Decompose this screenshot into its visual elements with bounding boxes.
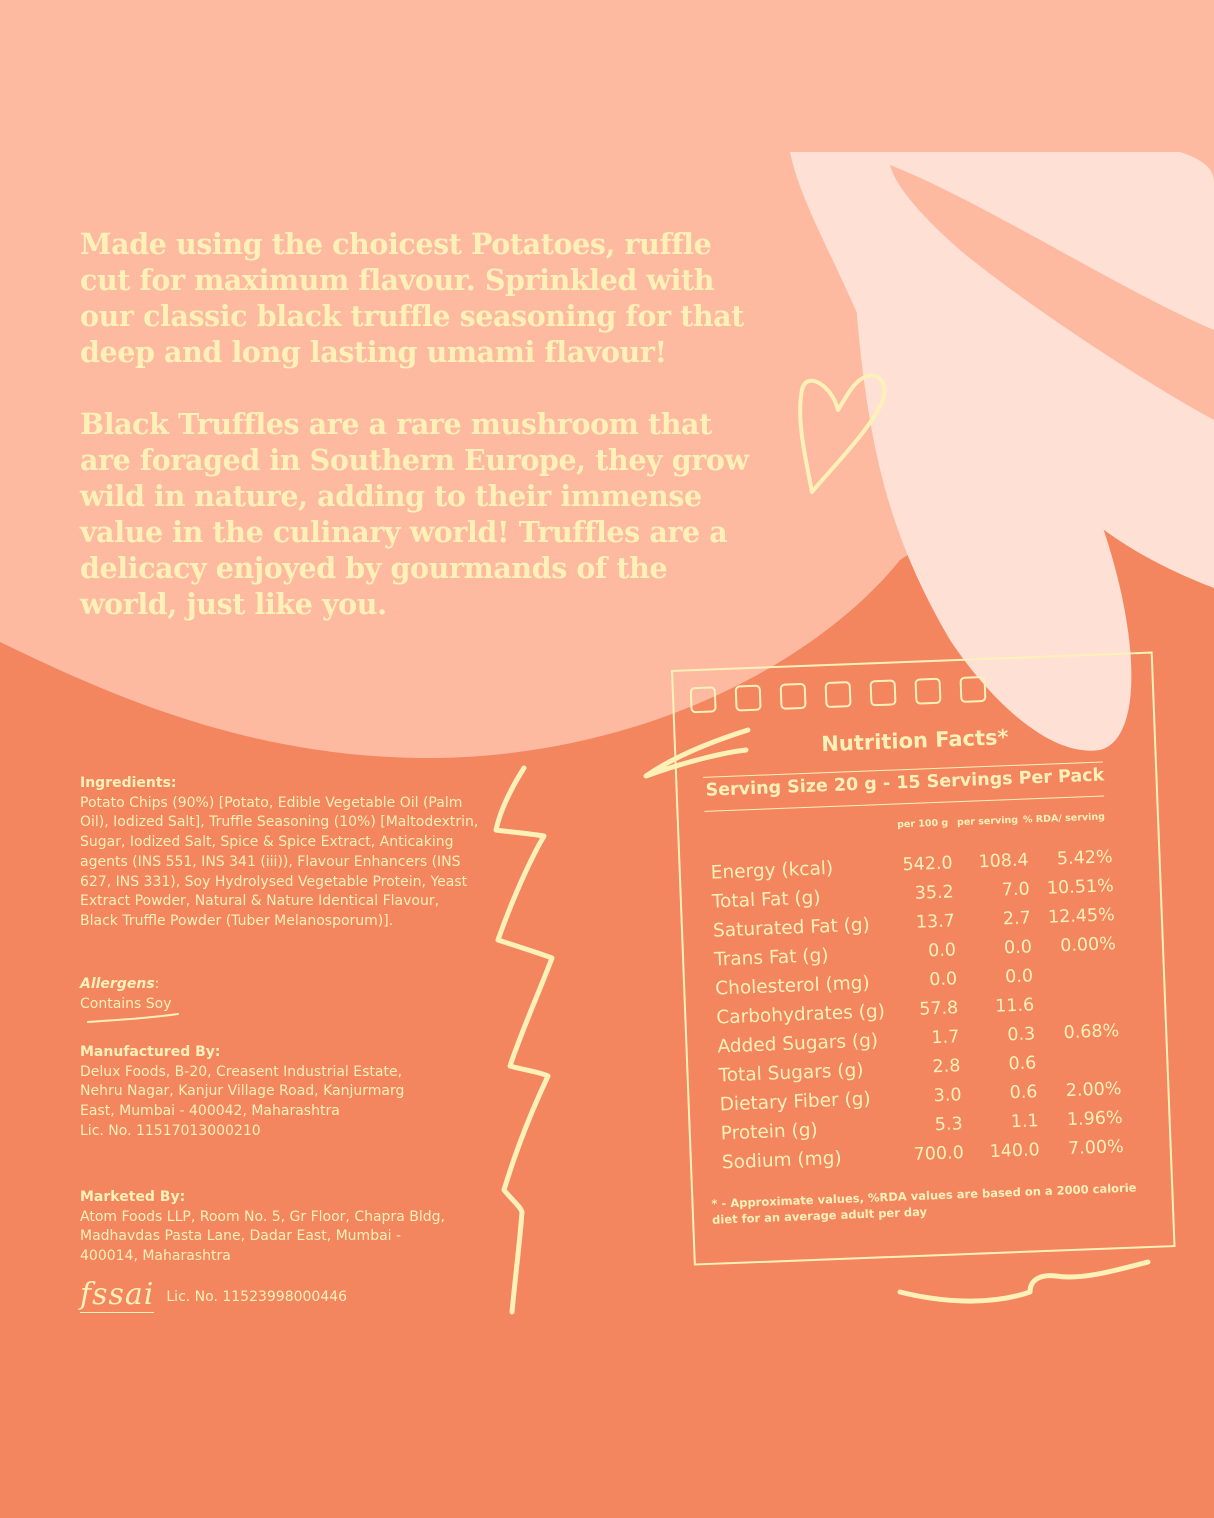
value-per100: 542.0 <box>902 853 954 876</box>
value-per-serving: 7.0 <box>1001 879 1031 901</box>
allergens-heading: Allergens <box>80 976 155 992</box>
wave-doodle <box>900 1262 1148 1301</box>
column-header-rda: % RDA/ serving <box>1022 811 1106 826</box>
nutrient-label: Protein (g) <box>720 1119 819 1145</box>
value-per-serving: 11.6 <box>994 995 1035 1017</box>
column-header-per100: per 100 g <box>896 817 949 831</box>
description-paragraph-2: Black Truffles are a rare mushroom that are foraged in Southern Europe, they grow wild in nature, adding to their immense value in the culinary world! Truffles are a delicacy enjoyed by gourmands of the world, just like you. <box>80 407 749 621</box>
card-square-2 <box>735 685 762 712</box>
allergens-section <box>80 975 380 1014</box>
value-per-serving: 0.6 <box>1009 1082 1038 1104</box>
card-square-7 <box>959 676 986 703</box>
nutrient-label: Saturated Fat (g) <box>712 914 871 942</box>
nutrient-label: Carbohydrates (g) <box>715 1001 886 1029</box>
allergens-colon: : <box>154 976 160 992</box>
product-description <box>80 226 760 658</box>
nutrition-footnote: * - Approximate values, %RDA values are based on a 2000 calorie diet for an average adult per day <box>711 1180 1137 1227</box>
value-per100: 35.2 <box>914 882 955 904</box>
nutrient-label: Added Sugars (g) <box>717 1030 879 1058</box>
value-rda: 0.00% <box>1059 934 1117 957</box>
card-square-3 <box>780 683 807 710</box>
marketer-section <box>80 1188 460 1267</box>
nutrient-label: Sodium (mg) <box>721 1147 843 1174</box>
nutrient-label: Total Fat (g) <box>711 887 821 913</box>
fssai-logo: fssai <box>80 1277 155 1312</box>
nutrient-label: Cholesterol (mg) <box>714 972 871 1000</box>
value-rda: 7.00% <box>1067 1136 1125 1160</box>
allergen-underline <box>88 1014 178 1022</box>
value-per100: 5.3 <box>934 1114 964 1136</box>
nutrition-title: Nutrition Facts* <box>820 725 1009 757</box>
value-per-serving: 0.0 <box>1003 937 1033 959</box>
value-per100: 0.0 <box>928 969 958 991</box>
value-per-serving: 0.6 <box>1008 1053 1037 1075</box>
value-rda: 1.96% <box>1066 1108 1123 1131</box>
value-per100: 57.8 <box>918 998 959 1020</box>
value-per100: 0.0 <box>927 940 957 962</box>
card-square-4 <box>825 681 852 708</box>
value-rda: 12.45% <box>1047 905 1116 928</box>
nutrient-label: Dietary Fiber (g) <box>719 1088 872 1116</box>
marketer-heading: Marketed By: <box>80 1189 186 1205</box>
nutrient-label: Energy (kcal) <box>710 857 834 884</box>
nutrient-label: Total Sugars (g) <box>718 1059 864 1087</box>
value-per100: 1.7 <box>931 1027 960 1049</box>
value-rda: 10.51% <box>1046 876 1115 899</box>
card-checkbox-row <box>690 675 1006 713</box>
ingredients-heading: Ingredients: <box>80 775 177 791</box>
value-per100: 3.0 <box>933 1085 962 1107</box>
fssai-license: Lic. No. 11523998000446 <box>166 1288 348 1305</box>
zigzag-doodle <box>496 768 552 1312</box>
value-per100: 2.8 <box>932 1056 961 1078</box>
manufacturer-section <box>80 1043 440 1142</box>
description-paragraph-1: Made using the choicest Potatoes, ruffle cut for maximum flavour. Sprinkled with our classic black truffle seasoning for that deep and long lasting umami flavour! <box>80 227 744 369</box>
nutrient-label: Trans Fat (g) <box>713 945 829 971</box>
value-rda: 0.68% <box>1063 1021 1120 1044</box>
nutrition-facts-card <box>671 651 1176 1265</box>
value-per-serving: 140.0 <box>989 1140 1041 1163</box>
value-rda: 2.00% <box>1065 1079 1122 1102</box>
manufacturer-license: Lic. No. 11517013000210 <box>80 1122 261 1139</box>
ingredients-section <box>80 774 480 932</box>
marketer-address: Atom Foods LLP, Room No. 5, Gr Floor, Chapra Bldg, Madhavdas Pasta Lane, Dadar East, Mumbai - 400014, Maharashtra <box>80 1208 445 1265</box>
value-per-serving: 108.4 <box>978 850 1029 873</box>
value-rda: 5.42% <box>1056 847 1113 870</box>
column-header-per-serving: per serving <box>956 814 1019 829</box>
fssai-block <box>80 1277 348 1313</box>
ingredients-text: Potato Chips (90%) [Potato, Edible Vegetable Oil (Palm Oil), Iodized Salt], Truffle Seasoning (10%) [Maltodextrin, Sugar, Iodized Salt, Spice & Spice Extract, Anticaking agents (INS 551, INS 341 (iii)), Flavour Enhancers (INS 627, INS 331), Soy Hydrolysed Vegetable Protein, Yeast Extract Powder, Natural & Nature Identical Flavour, Black Truffle Powder (Tuber Melanosporum)]. <box>80 794 479 929</box>
value-per-serving: 2.7 <box>1002 908 1032 930</box>
manufacturer-address: Delux Foods, B-20, Creasent Industrial Estate, Nehru Nagar, Kanjur Village Road, Kanjurmarg East, Mumbai - 400042, Maharashtra <box>80 1063 405 1120</box>
allergens-text: Contains Soy <box>80 995 172 1012</box>
serving-size: Serving Size 20 g - 15 Servings Per Pack <box>705 765 1105 801</box>
card-square-5 <box>870 679 897 706</box>
card-square-1 <box>690 686 717 713</box>
value-per100: 700.0 <box>913 1143 965 1166</box>
manufacturer-heading: Manufactured By: <box>80 1044 221 1060</box>
value-per100: 13.7 <box>915 911 956 933</box>
value-per-serving: 0.0 <box>1004 966 1034 988</box>
value-per-serving: 0.3 <box>1007 1024 1036 1046</box>
card-square-6 <box>915 678 942 705</box>
value-per-serving: 1.1 <box>1010 1111 1039 1133</box>
